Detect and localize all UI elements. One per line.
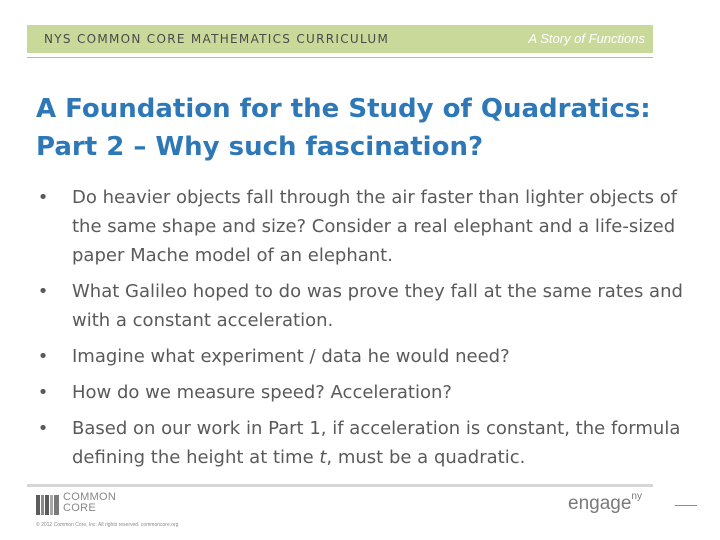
common-core-logo-icon [36, 495, 60, 515]
bullet-marker: • [37, 418, 49, 439]
bullet-text-after: , must be a quadratic. [326, 447, 526, 468]
bullet-text: How do we measure speed? Acceleration? [72, 382, 452, 403]
copyright-notice: © 2012 Common Core, Inc. All rights reserved. commoncore.org [36, 522, 179, 528]
slide-title [36, 90, 706, 166]
curriculum-label: NYS COMMON CORE MATHEMATICS CURRICULUM [44, 32, 390, 46]
time-variable: t [319, 447, 327, 468]
bullet-text: Do heavier objects fall through the air faster than lighter objects of the same shape and size? Consider a real elephant and a life-sized paper Mache model of an elephant. [72, 187, 678, 266]
logo-line-1: COMMON [63, 491, 117, 503]
bullet-text: Imagine what experiment / data he would need? [72, 346, 510, 367]
bullet-item [36, 277, 696, 335]
bullet-marker: • [37, 346, 49, 367]
module-name: A Story of Functions [528, 31, 645, 46]
bullet-marker: • [37, 382, 49, 403]
logo-line-2: CORE [63, 502, 96, 514]
bullet-item [36, 414, 696, 472]
engage-sup: ny [631, 490, 642, 502]
title-line-1: A Foundation for the Study of Quadratics: [36, 94, 651, 124]
common-core-wordmark [63, 492, 116, 514]
engage-ny-logo [568, 490, 642, 515]
bullet-text [72, 414, 696, 472]
header-divider [27, 57, 653, 58]
bullet-item [36, 378, 696, 407]
bullet-text: What Galileo hoped to do was prove they fall at the same rates and with a constant acceleration. [72, 281, 683, 331]
footer-accent-rule [675, 505, 697, 506]
header-bar [27, 25, 653, 53]
bullet-marker: • [37, 281, 49, 302]
bullet-list [36, 183, 696, 479]
engage-text: engage [568, 493, 632, 514]
bullet-text-before: Based on our work in Part 1, if acceleration is constant, the formula defining the height at time [72, 418, 681, 468]
bullet-marker: • [37, 187, 49, 208]
footer-divider [27, 484, 653, 487]
title-line-2: Part 2 – Why such fascination? [36, 132, 484, 162]
bullet-item [36, 342, 696, 371]
bullet-item [36, 183, 696, 270]
